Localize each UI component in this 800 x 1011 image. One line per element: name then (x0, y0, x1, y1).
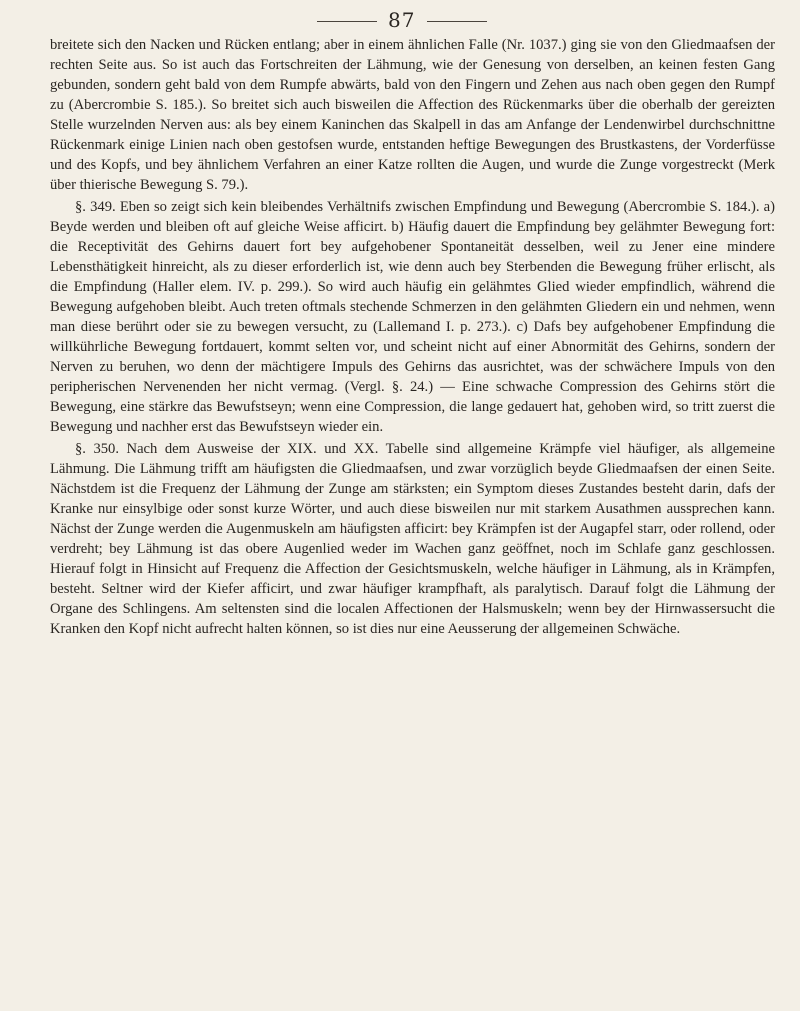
paragraph-350: §. 350. Nach dem Ausweise der XIX. und XX. Tabelle sind allgemeine Krämpfe viel häufiger, als allgemeine Lähmung. Die Lähmung trifft am häufigsten die Gliedmaafsen, und zwar vorzüglich beyde Gliedmaafsen der einen Seite. Nächstdem ist die Frequenz der Lähmung der Zunge am stärksten; ein Symptom dieses Zustandes besteht darin, dafs der Kranke nur einsylbige oder sonst kurze Wörter, und auch diese bisweilen nur mit starkem Ausathmen aussprechen kann. Nächst der Zunge werden die Augenmuskeln am häufigsten afficirt: bey Krämpfen ist der Augapfel starr, oder rollend, oder verdreht; bey Lähmung ist das obere Augenlied weder im Wachen ganz geöffnet, noch im Schlafe ganz geschlossen. Hierauf folgt in Hinsicht auf Frequenz die Affection der Gesichtsmuskeln, welche häufiger in Lähmung, als in Krämpfen, besteht. Seltner wird der Kiefer afficirt, und zwar häufiger krampfhaft, als paralytisch. Darauf folgt die Lähmung der Organe des Schlingens. Am seltensten sind die localen Affectionen der Halsmuskeln; wenn bey der Hirnwassersucht die Kranken den Kopf nicht aufrecht halten können, so ist dies nur eine Aeusserung der allgemeinen Schwäche. (50, 441, 775, 637)
paragraph-1: breitete sich den Nacken und Rücken entlang; aber in einem ähnlichen Falle (Nr. 1037.) ging sie von den Gliedmaafsen der rechten Seite aus. So ist auch das Fortschreiten der Lähmung, wie der Genesung von derselben, an keinen festen Gang gebunden, sondern geht bald von dem Rumpfe abwärts, bald von den Fingern und Zehen aus nach oben gegen den Rumpf zu (Abercrombie S. 185.). So breitet sich auch bisweilen die Affection des Rückenmarks über die oberhalb der gereizten Stelle wurzelnden Nerven aus: als bey einem Kaninchen das Skalpell in das am Anfange der Lendenwirbel durchschnittne Rückenmark einige Linien nach oben gestofsen wurde, entstanden heftige Bewegungen des Brustkastens, der Vorderfüsse und des Kopfs, und bey ähnlichem Verfahren an einer Katze rollten die Augen, und wurde die Zunge vorgestreckt (Merk über thierische Bewegung S. 79.). (50, 37, 775, 193)
paragraph-349: §. 349. Eben so zeigt sich kein bleibendes Verhältnifs zwischen Empfindung und Bewegung (Abercrombie S. 184.). a) Beyde werden und bleiben oft auf gleiche Weise afficirt. b) Häufig dauert die Empfindung bey gelähmter Bewegung fort: die Receptivität des Gehirns dauert fort bey aufgehobener Spontaneität desselben, weil zu Jener eine mindere Lebensthätigkeit hinreicht, als zu dieser erforderlich ist, wie denn auch bey Sterbenden die Bewegung früher erlischt, als die Empfindung (Haller elem. IV. p. 299.). So wird auch häufig ein gelähmtes Glied wieder empfindlich, während die Bewegung aufgehoben bleibt. Auch treten oftmals stechende Schmerzen in den gelähmten Gliedern ein und nehmen, wenn man diese berührt oder sie zu bewegen versucht, zu (Lallemand I. p. 273.). c) Dafs bey aufgehobener Empfindung die willkührliche Bewegung fortdauert, kommt selten vor, und scheint nicht auf einer Abnormität des Gehirns, sondern der Nerven zu beruhen, wo denn der mächtigere Impuls des Gehirns das ausrichtet, was der schwächere Impuls von den peripherischen Nervenenden her nicht vermag. (Vergl. §. 24.) — Eine schwache Compression des Gehirns stört die Bewegung, eine stärkre das Bewufstseyn; wenn eine Compression, die lange gedauert hat, gehoben wird, so tritt zuerst die Bewegung und nachher erst das Bewufstseyn wieder ein. (50, 199, 775, 435)
header-rule-left (317, 21, 377, 22)
body-text (50, 35, 775, 641)
page-number: 87 (388, 8, 416, 32)
header-rule-right (427, 21, 487, 22)
page-header (0, 8, 800, 38)
